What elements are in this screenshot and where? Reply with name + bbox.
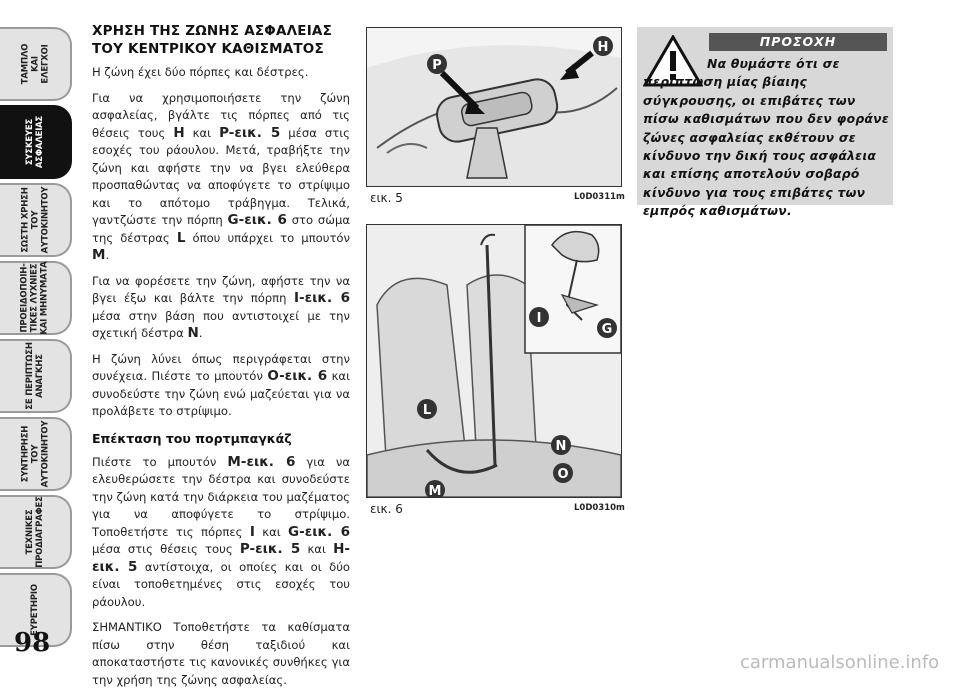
label-m: M: [428, 484, 442, 497]
watermark: carmanualsonline.info: [740, 652, 940, 673]
ref-label: I: [249, 523, 255, 540]
tab-technical-specs[interactable]: [0, 495, 72, 569]
text-run: Η ζώνη λύνει όπως περιγράφεται στην συνέχεια. Πιέστε το μπουτόν: [92, 351, 350, 383]
figure-6-code: L0D0310m: [574, 503, 625, 513]
text-run: για να ελευθερώσετε την δέστρα και συνοδεύστε την ζώνη κατά την διάρκεια του μαζέματος για να αποφύγετε το στρίψιμο. Τοποθετήστε τις πόρπες: [92, 454, 351, 539]
ref-label: H-εικ. 5: [92, 541, 350, 575]
text-run: μέσα στις θέσεις τους: [92, 542, 240, 556]
ref-label: G-εικ. 6: [288, 523, 350, 540]
ref-label: N: [187, 325, 199, 341]
paragraph-usage: [92, 90, 350, 265]
label-p-marker: [427, 54, 447, 74]
tab-emergency[interactable]: [0, 339, 72, 413]
section-title: ΧΡΗΣΗ ΤΗΣ ΖΩΝΗΣ ΑΣΦΑΛΕΙΑΣ ΤΟΥ ΚΕΝΤΡΙΚΟΥ ΚΑΘΙΣΜΑΤΟΣ: [92, 23, 332, 57]
figure-5: [366, 27, 622, 187]
text-run: όπου υπάρχει το μπουτόν: [185, 230, 350, 245]
text-run: στο σώμα της δέστρας: [92, 213, 350, 245]
paragraph-extension: [92, 454, 350, 612]
ref-label: I-εικ. 6: [293, 290, 350, 306]
tab-label: ΣΕ ΠΕΡΙΠΤΩΣΗ ΑΝΑΓΚΗΣ: [24, 342, 45, 410]
tab-warning-lights[interactable]: [0, 261, 72, 335]
tab-label: ΤΑΜΠΛΟ ΚΑΙ ΕΛΕΓΧΟΙ: [20, 43, 50, 85]
warning-title: ΠΡΟΣΟΧΗ: [709, 33, 887, 51]
tab-label: ΕΥΡΕΤΗΡΙΟ: [29, 584, 40, 636]
paragraph-intro: Η ζώνη έχει δύο πόρπες και δέστρες.: [92, 65, 309, 79]
ref-label: P-εικ. 5: [219, 124, 281, 141]
seatbelt-roller-illustration: [367, 28, 621, 186]
paragraph-important: ΣΗΜΑΝΤΙΚΟ Τοποθετήστε τα καθίσματα πίσω στην θέση ταξιδιού και αποκαταστήστε τις κανονικές συνθήκες για την χρήση της ζώνης ασφαλείας.: [92, 620, 350, 687]
label-i: I: [536, 311, 542, 326]
text-run: και: [184, 125, 220, 140]
label-p: P: [432, 58, 442, 73]
tab-correct-use[interactable]: [0, 183, 72, 257]
ref-label: P-εικ. 5: [239, 541, 301, 557]
paragraph-wear: [92, 273, 350, 343]
label-o-marker: [553, 463, 573, 483]
paragraph-release: [92, 351, 350, 421]
label-l-marker: [417, 399, 437, 419]
text-run: μέσα στην βάση που αντιστοιχεί με την σχετική δέστρα: [92, 308, 350, 340]
label-g-marker: [597, 318, 617, 338]
ref-label: H: [173, 124, 185, 141]
label-l: L: [422, 403, 432, 418]
tab-label: ΠΡΟΕΙΔΟΠΟΙΗ- ΤΙΚΕΣ ΛΥΧΝΙΕΣ ΚΑΙ ΜΗΝΥΜΑΤΑ: [20, 261, 50, 335]
tab-safety-devices[interactable]: [0, 105, 72, 179]
label-n-marker: [551, 435, 571, 455]
warning-text: Να θυμάστε ότι σε περίπτωση μίας βίαιης σύγκρουσης, οι επιβάτες των πίσω καθισμάτων που δεν φοράνε ζώνες ασφαλείας εκθέτουν σε κίνδυνο την δική τους ασφάλεια και επίσης αποτελούν σοβαρό κίνδυνο για τους επιβάτες των εμπρός καθισμάτων.: [643, 57, 890, 219]
figure-5-caption: εικ. 5: [370, 191, 403, 205]
label-i-marker: [529, 307, 549, 327]
ref-label: L: [176, 229, 186, 246]
text-run: και συνοδεύστε την ζώνη ενώ μαζεύεται για να προλάβετε το στρίψιμο.: [92, 369, 351, 418]
tab-dashboard-controls[interactable]: [0, 27, 72, 101]
rear-seat-belt-illustration: [367, 225, 621, 497]
ref-label: G-εικ. 6: [227, 212, 287, 228]
text-run: .: [198, 326, 203, 340]
main-text-column: [92, 22, 350, 697]
label-o: O: [557, 467, 569, 482]
text-run: Για να φορέσετε την ζώνη, αφήστε την να βγει έξω και βάλτε την πόρπη: [92, 273, 350, 305]
tab-label: ΣΥΣΚΕΥΕΣ ΑΣΦΑΛΕΙΑΣ: [24, 115, 45, 169]
label-h-marker: [593, 36, 613, 56]
tab-label: ΣΩΣΤΗ ΧΡΗΣΗ ΤΟΥ ΑΥΤΟΚΙΝΗΤΟΥ: [20, 186, 50, 254]
text-run: Πιέστε το μπουτόν: [92, 454, 228, 469]
label-g: G: [601, 322, 613, 337]
tab-label: ΣΥΝΤΗΡΗΣΗ ΤΟΥ ΑΥΤΟΚΙΝΗΤΟΥ: [20, 420, 50, 488]
text-run: αντίστοιχα, οι οποίες και οι δύο είναι τοποθετημένες στις εσοχές του ράουλου.: [92, 559, 350, 609]
figure-5-code: L0D0311m: [574, 192, 625, 202]
text-run: Για να χρησιμοποιήσετε την ζώνη ασφαλείας, βγάλτε τις πόρπες από τις θέσεις τους: [92, 90, 350, 140]
label-h: H: [597, 40, 609, 55]
figure-6-caption: εικ. 6: [370, 502, 403, 516]
figure-6: [366, 224, 622, 498]
label-n: N: [555, 439, 567, 454]
warning-box: [637, 27, 893, 219]
text-run: μέσα στις εσοχές του ράουλου. Μετά, τραβήξτε την ζώνη και αφήστε την να βγει ελεύθερα προσπαθώντας να αποφύγετε το στρίψιμο και το απότομο τράβηγμα. Τελικά, γαντζώστε την πόρπη: [92, 125, 350, 227]
text-run: .: [105, 248, 110, 262]
ref-label: M: [92, 247, 106, 263]
page-number: 98: [14, 628, 51, 658]
subsection-title: Επέκταση του πορτμπαγκάζ: [92, 430, 292, 446]
ref-label: O-εικ. 6: [267, 368, 328, 384]
ref-label: M-εικ. 6: [227, 453, 296, 470]
text-run: και: [254, 524, 289, 539]
tab-maintenance[interactable]: [0, 417, 72, 491]
tab-label: ΤΕΧΝΙΚΕΣ ΠΡΟΔΙΑΓΡΑΦΕΣ: [25, 496, 45, 568]
text-run: και: [300, 542, 334, 556]
